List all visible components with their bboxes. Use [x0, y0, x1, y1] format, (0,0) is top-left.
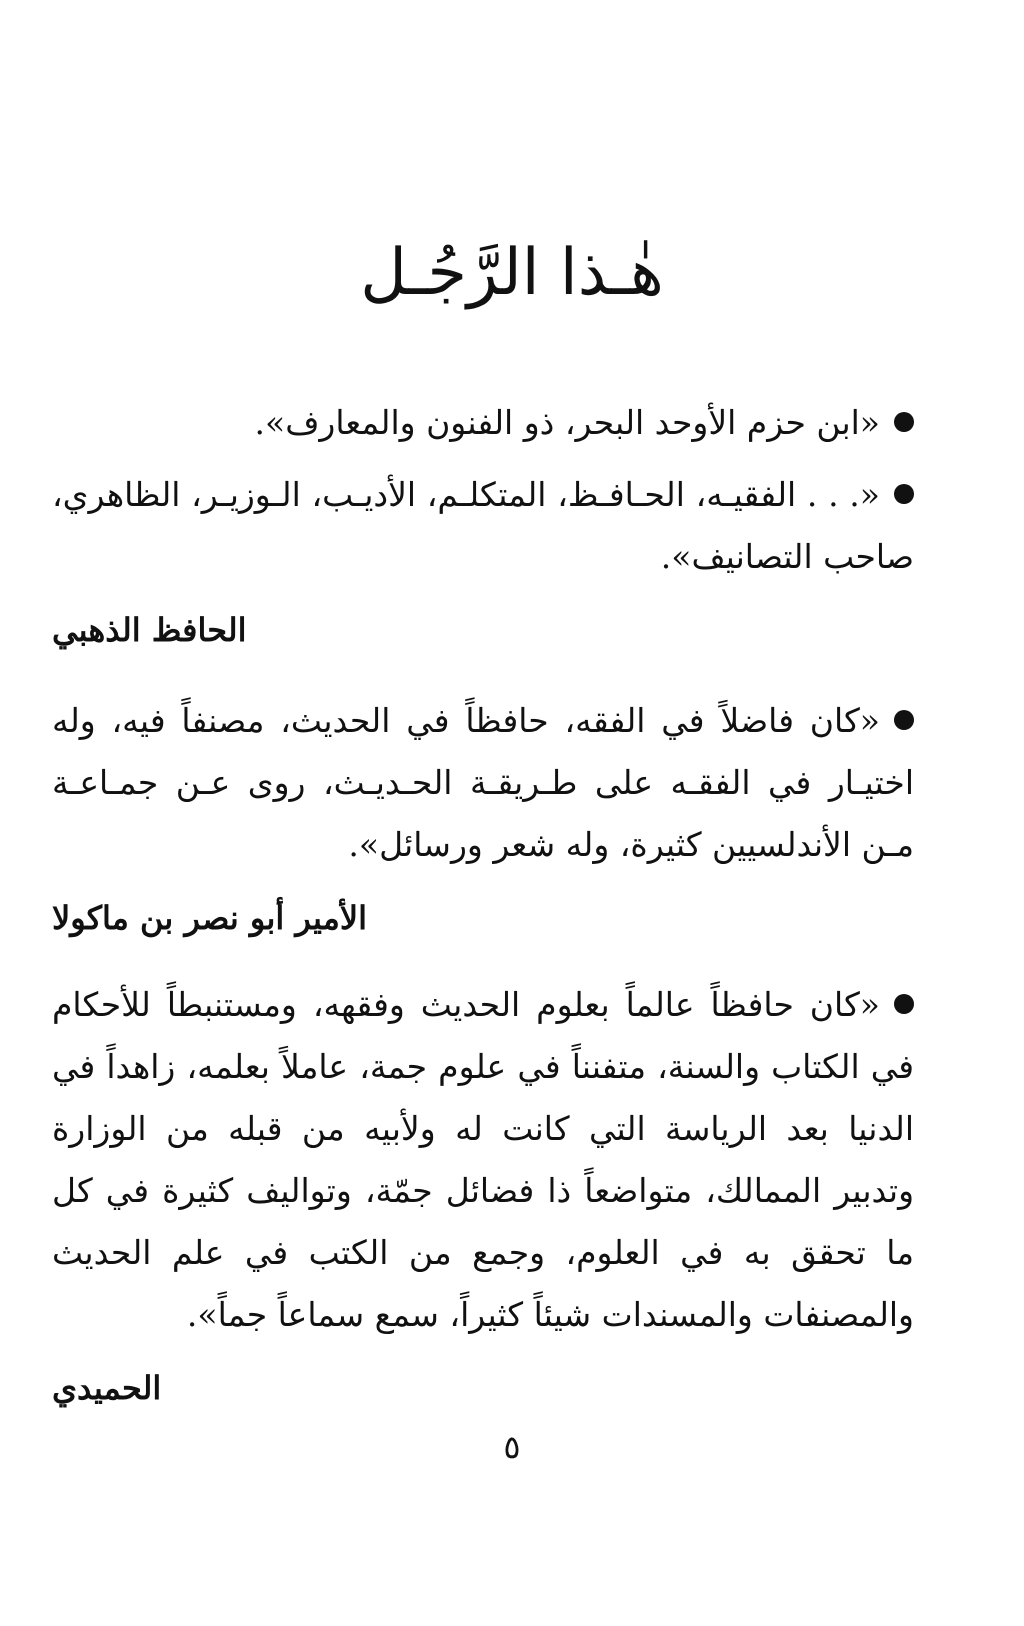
bullet-icon [894, 710, 914, 730]
quote-attribution: الحافظ الذهبي [52, 611, 247, 649]
quote-text: «كان حافظاً عالماً بعلوم الحديث وفقهه، ومستنبطاً للأحكام في الكتاب والسنة، متفنناً في علوم جمة، عاملاً بعلمه، زاهداً في الدنيا بعد الرياسة التي كانت له ولأبيه من قبله من الوزارة وتدبير الممالك، متواضعاً ذا فضائل جمّة، وتواليف كثيرة في كل ما تحقق به في العلوم، وجمع من الكتب في علم الحديث والمصنفات والمسندات شيئاً كثيراً، سمع سماعاً جماً». [52, 985, 915, 1334]
quote-attribution: الأمير أبو نصر بن ماكولا [52, 899, 367, 937]
bullet-icon [894, 412, 914, 432]
bullet-icon [894, 484, 914, 504]
quote-text: «كان فاضلاً في الفقه، حافظاً في الحديث، مصنفاً فيه، وله اختيـار في الفقـه على طـريقـة الحـديـث، روى عـن جمـاعـة مـن الأندلسيين كثيرة، وله شعر ورسائل». [52, 701, 914, 864]
quote-paragraph [52, 974, 914, 1346]
page-title: هٰـذا الرَّجُـل [360, 236, 664, 310]
page-number: ٥ [503, 1428, 521, 1466]
quote-paragraph [52, 690, 914, 876]
bullet-icon [894, 994, 914, 1014]
quote-text: «. . . الفقيـه، الحـافـظ، المتكلـم، الأديـب، الـوزيـر، الظاهري، صاحب التصانيف». [52, 475, 914, 576]
page-content [52, 392, 914, 1418]
quote-attribution: الحميدي [52, 1369, 162, 1407]
quote-paragraph [52, 464, 914, 588]
quote-paragraph [52, 392, 914, 454]
quote-text: «ابن حزم الأوحد البحر، ذو الفنون والمعارف». [254, 403, 880, 442]
